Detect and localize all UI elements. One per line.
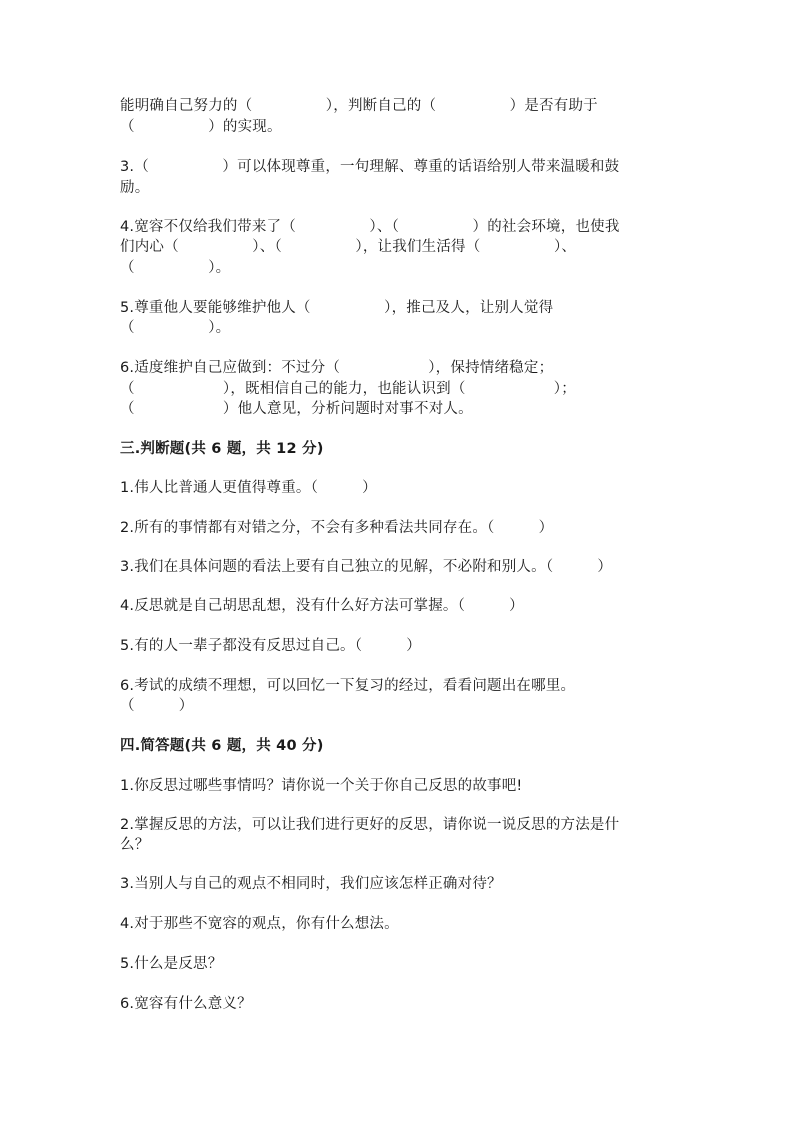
- short-answer-q3: 3.当别人与自己的观点不相同时，我们应该怎样正确对待？: [120, 876, 502, 892]
- short-answer-q2-line2: 么？: [120, 837, 150, 853]
- fill-in-q6-line2: （ ），既相信自己的能力，也能认识到（ ）；: [120, 381, 576, 397]
- fill-in-q6-line3: （ ）他人意见，分析问题时对事不对人。: [120, 401, 473, 417]
- short-answer-q5: 5.什么是反思？: [120, 956, 223, 972]
- short-answer-q4: 4.对于那些不宽容的观点，你有什么想法。: [120, 916, 399, 932]
- judge-item-5: 5.有的人一辈子都没有反思过自己。（ ）: [120, 638, 421, 654]
- fill-in-q2-line2: （ ）的实现。: [120, 119, 282, 135]
- fill-in-q5-line1: 5.尊重他人要能够维护他人（ ），推己及人，让别人觉得: [120, 300, 554, 316]
- judge-item-3: 3.我们在具体问题的看法上要有自己独立的见解，不必附和别人。（ ）: [120, 559, 613, 575]
- judge-item-6-line2: （ ）: [120, 698, 194, 714]
- short-answer-q1: 1.你反思过哪些事情吗？请你说一个关于你自己反思的故事吧!: [120, 778, 523, 794]
- fill-in-q4-line1: 4.宽容不仅给我们带来了（ ）、（ ）的社会环境，也使我: [120, 219, 620, 235]
- fill-in-q3-line2: 励。: [120, 180, 150, 196]
- short-answer-q2-line1: 2.掌握反思的方法，可以让我们进行更好的反思，请你说一说反思的方法是什: [120, 817, 620, 833]
- fill-in-q4-line3: （ ）。: [120, 260, 231, 276]
- judge-item-1: 1.伟人比普通人更值得尊重。（ ）: [120, 480, 377, 496]
- fill-in-q2-line1: 能明确自己努力的（ ），判断自己的（ ）是否有助于: [120, 98, 598, 114]
- judge-item-4: 4.反思就是自己胡思乱想，没有什么好方法可掌握。（ ）: [120, 598, 524, 614]
- short-answer-q6: 6.宽容有什么意义？: [120, 996, 252, 1012]
- fill-in-q6-line1: 6.适度维护自己应做到：不过分（ ），保持情绪稳定；: [120, 360, 554, 376]
- short-answer-section-heading: 四.简答题(共 6 题，共 40 分): [120, 738, 324, 754]
- judge-item-6: 6.考试的成绩不理想，可以回忆一下复习的经过，看看问题出在哪里。: [120, 678, 576, 694]
- judge-item-2: 2.所有的事情都有对错之分，不会有多种看法共同存在。（ ）: [120, 520, 554, 536]
- judge-section-heading: 三.判断题(共 6 题，共 12 分): [120, 441, 324, 457]
- fill-in-q4-line2: 们内心（ ）、（ ），让我们生活得（ ）、: [120, 239, 577, 255]
- fill-in-q5-line2: （ ）。: [120, 320, 231, 336]
- fill-in-q3-line1: 3.（ ）可以体现尊重，一句理解、尊重的话语给别人带来温暖和鼓: [120, 159, 620, 175]
